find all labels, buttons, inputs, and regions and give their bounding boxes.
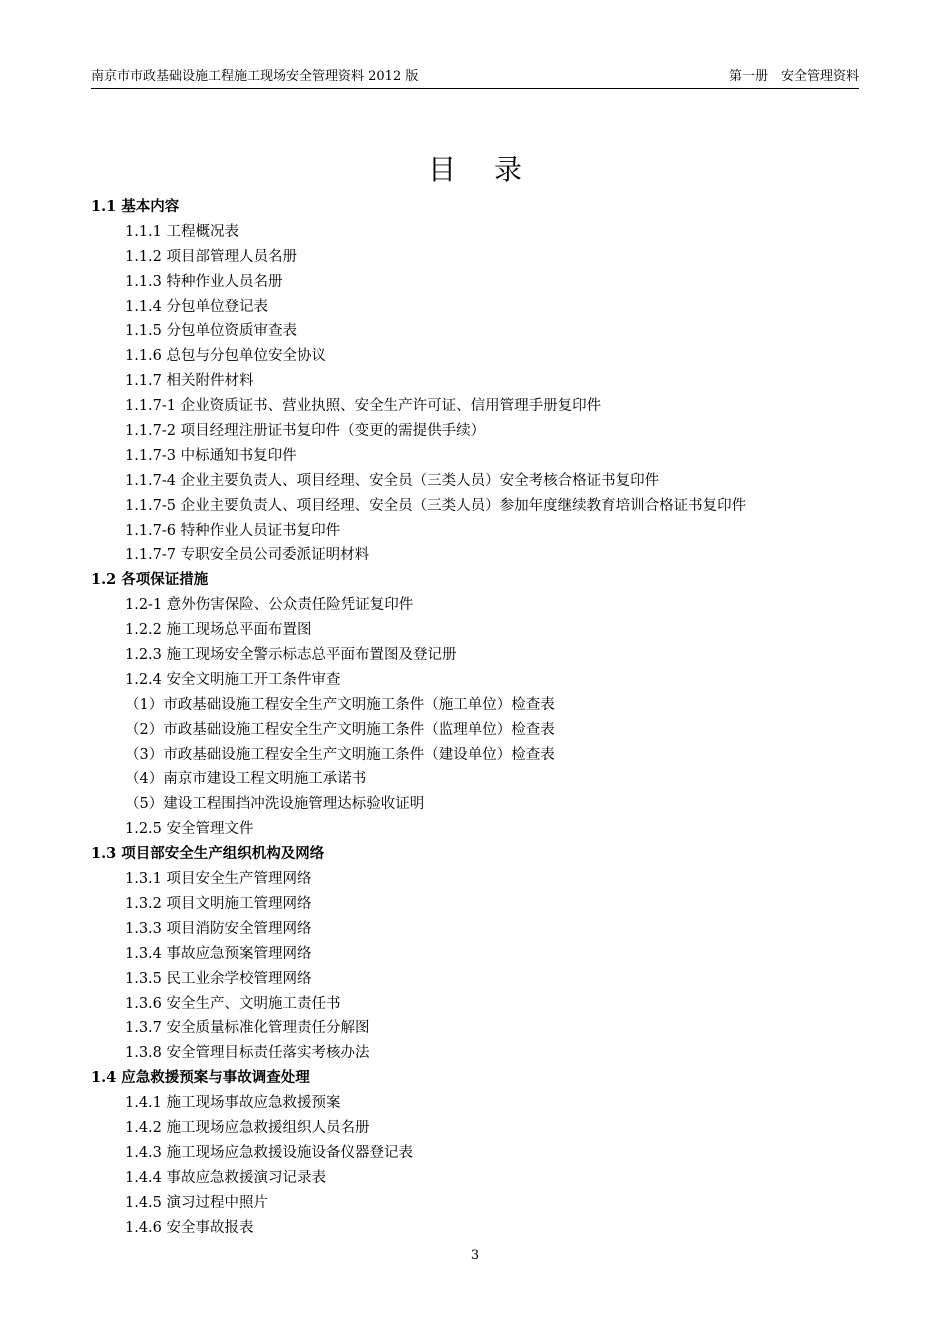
toc-section-heading: 1.4 应急救援预案与事故调查处理	[91, 1069, 310, 1087]
page-header	[91, 68, 859, 89]
toc-entry: 1.1.7 相关附件材料	[125, 373, 254, 390]
toc-entry: 1.3.4 事故应急预案管理网络	[125, 945, 312, 962]
toc-entry: 1.2-1 意外伤害保险、公众责任险凭证复印件	[125, 597, 414, 614]
toc-entry: 1.4.5 演习过程中照片	[125, 1194, 269, 1211]
toc-entry: （4）南京市建设工程文明施工承诺书	[125, 771, 367, 788]
toc-entry: 1.2.3 施工现场安全警示标志总平面布置图及登记册	[125, 647, 457, 664]
toc-entry: 1.4.3 施工现场应急救援设施设备仪器登记表	[125, 1144, 414, 1161]
toc-entry: 1.1.7-4 企业主要负责人、项目经理、安全员（三类人员）安全考核合格证书复印件	[125, 472, 660, 489]
toc-entry: （1）市政基础设施工程安全生产文明施工条件（施工单位）检查表	[125, 696, 555, 713]
toc-entry: 1.2.5 安全管理文件	[125, 821, 254, 838]
toc-entry: 1.3.1 项目安全生产管理网络	[125, 871, 312, 888]
toc-entry: 1.1.7-5 企业主要负责人、项目经理、安全员（三类人员）参加年度继续教育培训合格证书复印件	[125, 497, 747, 514]
toc-entry: 1.4.1 施工现场事故应急救援预案	[125, 1095, 341, 1112]
toc-entry: 1.1.7-3 中标通知书复印件	[125, 447, 297, 464]
toc-entry: 1.1.7-1 企业资质证书、营业执照、安全生产许可证、信用管理手册复印件	[125, 398, 602, 415]
toc-entry: 1.3.2 项目文明施工管理网络	[125, 895, 312, 912]
toc-entry: 1.1.2 项目部管理人员名册	[125, 248, 298, 265]
toc-entry: 1.3.8 安全管理目标责任落实考核办法	[125, 1045, 370, 1062]
toc-entry: 1.1.7-6 特种作业人员证书复印件	[125, 522, 341, 539]
page-number: 3	[470, 1248, 480, 1263]
header-document-title: 南京市市政基础设施工程施工现场安全管理资料 2012 版	[91, 69, 419, 84]
table-of-contents	[91, 195, 871, 1240]
toc-entry: 1.3.6 安全生产、文明施工责任书	[125, 995, 341, 1012]
toc-entry: 1.1.4 分包单位登记表	[125, 298, 269, 315]
toc-entry: 1.2.4 安全文明施工开工条件审查	[125, 671, 341, 688]
toc-entry: 1.1.5 分包单位资质审查表	[125, 323, 298, 340]
toc-section-heading: 1.3 项目部安全生产组织机构及网络	[91, 845, 325, 863]
toc-entry: 1.4.2 施工现场应急救援组织人员名册	[125, 1119, 370, 1136]
toc-section-heading: 1.2 各项保证措施	[91, 571, 209, 589]
toc-entry: 1.1.7-2 项目经理注册证书复印件（变更的需提供手续）	[125, 423, 486, 440]
toc-entry: 1.1.1 工程概况表	[125, 223, 240, 240]
toc-entry: （5）建设工程围挡冲洗设施管理达标验收证明	[125, 796, 425, 813]
toc-entry: 1.3.5 民工业余学校管理网络	[125, 970, 312, 987]
toc-entry: （2）市政基础设施工程安全生产文明施工条件（监理单位）检查表	[125, 721, 555, 738]
header-volume-title: 第一册 安全管理资料	[728, 69, 859, 84]
toc-entry: 1.3.3 项目消防安全管理网络	[125, 920, 312, 937]
page-title: 目录	[427, 153, 560, 186]
toc-entry: 1.4.4 事故应急救援演习记录表	[125, 1169, 327, 1186]
toc-entry: （3）市政基础设施工程安全生产文明施工条件（建设单位）检查表	[125, 746, 555, 763]
toc-entry: 1.2.2 施工现场总平面布置图	[125, 622, 312, 639]
toc-entry: 1.1.7-7 专职安全员公司委派证明材料	[125, 547, 370, 564]
toc-section-heading: 1.1 基本内容	[91, 198, 180, 215]
toc-entry: 1.3.7 安全质量标准化管理责任分解图	[125, 1020, 370, 1037]
toc-entry: 1.1.3 特种作业人员名册	[125, 273, 283, 290]
toc-entry: 1.4.6 安全事故报表	[125, 1219, 254, 1236]
toc-entry: 1.1.6 总包与分包单位安全协议	[125, 348, 327, 365]
